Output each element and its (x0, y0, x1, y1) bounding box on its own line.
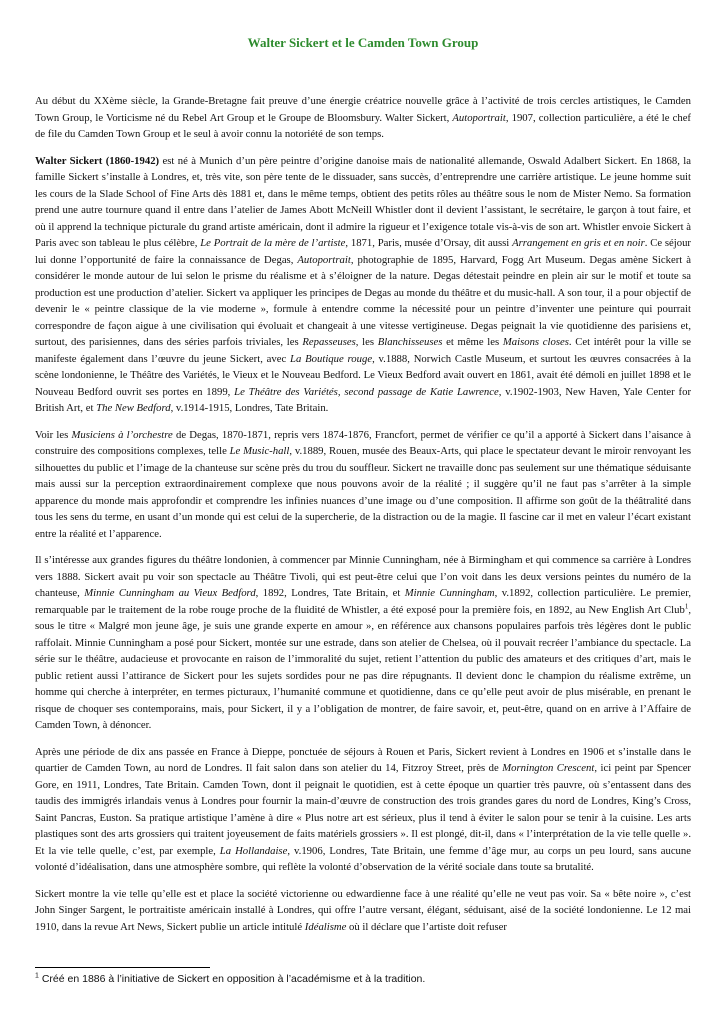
paragraph-societe: Sickert montre la vie telle qu’elle est et place la société victorienne ou edwardienne face à une réalité qu’elle ne veut pas voir. Sa « bête noire », c’est John Singer Sargent, le portraitiste américain installé à Londres, qui offre l’autre versant, élégant, séduisant, aisé de la société londonienne. Le 12 mai 1910, dans la revue Art News, Sickert publie un article intitulé Idéalisme où il déclare que l’artiste doit refuser (35, 887, 691, 933)
footnote-marker: 1 (684, 601, 689, 610)
paragraph-biography: Walter Sickert (1860-1942) est né à Munich d’un père peintre d’origine danoise mais de nationalité allemande, Oswald Adalbert Sickert. En 1868, la famille Sickert s’installe à Londres, et, très vite, son père tente de le dissuader, sans succès, d’entreprendre une carrière artistique. Le jeune homme suit les cours de la Slade School of Fine Arts dès 1881 et, dans le même temps, obtient des petits rôles au théâtre sous le nom de Mister Nemo. Sa formation prend une autre tournure quand il entre dans l’atelier de James Abott McNeill Whistler dont il devient l’assistant, le secrétaire, le garçon à tout faire, et où il apprend la technique picturale du grand artiste américain, dont il admire la rigueur et l’exigence totale vis-à-vis de son art. Whistler envoie Sickert à Paris avec son tableau le plus célèbre, Le Portrait de la mère de l’artiste, 1871, Paris, musée d’Orsay, dit aussi Arrangement en gris et en noir. Ce séjour lui donne l’opportunité de faire la connaissance de Degas, Autoportrait, photographie de 1895, Harvard, Fogg Art Museum. Degas amène Sickert à considérer le monde autour de lui selon le prisme du réalisme et à s’éloigner de la nature. Degas détestait peindre en plein air sur le motif et toute sa production est une production d’atelier. Sickert va appliquer les principes de Degas au monde du théâtre et du music-hall. A son tour, il a pour objectif de devenir le « peintre classique de la vie moderne », formule à entendre comme la nécessité pour un peintre d’inventer une peinture qui pourrait correspondre de façon aigue à une civilisation qui évoluait et changeait à une vitesse vertigineuse. Degas peignait la vie quotidienne des parisiens et, surtout, des parisiennes, dans des séries parfois triviales, les Repasseuses, les Blanchisseuses et même les Maisons closes. Cet intérêt pour la ville se manifeste également dans l’œuvre du jeune Sickert, avec La Boutique rouge, v.1888, Norwich Castle Museum, et surtout les œuvres consacrées à la scène londonienne, le Théâtre des Variétés, le Vieux et le Nouveau Bedford. Le Vieux Bedford avait ouvert en 1861, avait été démoli en juillet 1898 et le Nouveau Bedford ouvrit ses portes en 1899, Le Théâtre des Variétés, second passage de Katie Lawrence, v.1902-1903, New Haven, Yale Center for British Art, et The New Bedford, v.1914-1915, Londres, Tate Britain. (35, 154, 692, 414)
paragraph-cunningham: Il s’intéresse aux grandes figures du théâtre londonien, à commencer par Minnie Cunningham, née à Birmingham et qui commence sa carrière à Londres vers 1888. Sickert avait pu voir son spectacle au Théâtre Tivoli, qui est peut-être celui que l’on voit dans les deux versions peintes du numéro de la chanteuse, Minnie Cunningham au Vieux Bedford, 1892, Londres, Tate Britain, et Minnie Cunningham, v.1892, collection particulière. Le premier, remarquable par le traitement de la robe rouge proche de la fluidité de Whistler, a été exposé pour la première fois, en 1892, au New English Art Club$^1$, sous le titre « Malgré mon jeune âge, je suis une grande experte en amour », en référence aux chansons populaires parfois très légères dont le public raffolait. Minnie Cunningham a posé pour Sickert, montée sur une estrade, dans son atelier de Chelsea, où il pouvait recréer l’ambiance du spectacle. La série sur le théâtre, audacieuse et provocante en raison de l’immoralité du sujet, retient l’attention du public des amateurs et des critiques d’art, mais le public retient aussi l’attirance de Sickert pour les sujets sordides pour ne pas dire répugnants. Il devient donc le champion du réalisme extrême, un homme qui cherche à interpréter, en termes picturaux, l’humanité commune et quotidienne, dans ce qu’elle peut avoir de plus misérable, en prenant le risque de choquer ses contemporains, mais, pour Sickert, il y a l’obligation de montrer, de faire savoir, et, peut-être, quand on en arrive à l’Affaire de Camden Town, à dénoncer. (35, 554, 691, 731)
footnote (35, 973, 691, 985)
page-title: Walter Sickert et le Camden Town Group (247, 35, 479, 50)
footnote-divider (35, 967, 210, 968)
footnote-number: 1 (35, 972, 39, 980)
paragraph-musiciens: Voir les Musiciens à l’orchestre de Degas, 1870-1871, repris vers 1874-1876, Francfort, permet de vérifier ce qu’il a apporté à Sickert dans l’aisance à construire des compositions complexes, telle Le Music-hall, v.1889, Rouen, musée des Beaux-Arts, qui place le spectateur devant le miroir renvoyant les silhouettes du public et l’image de la chanteuse sur scène près du trou du souffleur. Sickert ne travaille donc pas seulement sur une thématique séduisante mais aussi sur la perception extraordinairement complexe que nous pouvons avoir de la réalité ; il suggère qu’il ne faut pas s’arrêter à la simple apparence du monde mais approfondir et comprendre les infinies nuances d’une image ou d’une composition. Il affirme son goût de la théâtralité dans tous les sens du terme, en usant d’un monde qui est celui de la supercherie, de la distraction ou de la magie. Il fascine car il met en valeur l’écart existant entre la réalité et l’apparence. (35, 428, 691, 540)
paragraph-intro: Au début du XXème siècle, la Grande-Bretagne fait preuve d’une énergie créatrice nouvelle grâce à l’activité de trois cercles artistiques, le Camden Town Group, le Vorticisme né du Rebel Art Group et le Groupe de Bloomsbury. Walter Sickert, Autoportrait, 1907, collection particulière, a été le chef de file du Camden Town Group et le seul à avoir connu la notoriété de son temps. (35, 95, 691, 140)
paragraph-camden: Après une période de dix ans passée en France à Dieppe, ponctuée de séjours à Rouen et Paris, Sickert revient à Londres en 1906 et s’installe dans le quartier de Camden Town, au nord de Londres. Il fait salon dans son atelier du 14, Fitzroy Street, près de Mornington Crescent, ici peint par Spencer Gore, en 1911, Londres, Tate Britain. Camden Town, dont il peignait le quotidien, est à cette époque un quartier très pauvre, où s’entassent dans des taudis des immigrés irlandais venus à Londres pour fournir la main-d’œuvre de construction des trois grandes gares du nord de Londres, King’s Cross, Saint Pancras, Euston. Sa pratique artistique l’amène à dire « Plus notre art est sérieux, plus il tend à éviter le salon pour se tenir à la cuisine. Les arts plastiques sont des arts grossiers qui traitent joyeusement de faits matériels grossiers ». Il est plongé, dit-il, dans « l’interprétation de la vie telle quelle ». Et la vie telle quelle, c’est, par exemple, La Hollandaise, v.1906, Londres, Tate Britain, une femme d’âge mur, au corps un peu lourd, sans aucune volonté d’idéalisation, dans une atmosphère sombre, qui reflète la volonté d’observation de la vérité sociale dans toute sa brutalité. (35, 745, 691, 873)
document-page (35, 34, 691, 945)
footnote-text: Créé en 1886 à l’initiative de Sickert en opposition à l’académisme et à la tradition. (41, 973, 426, 985)
